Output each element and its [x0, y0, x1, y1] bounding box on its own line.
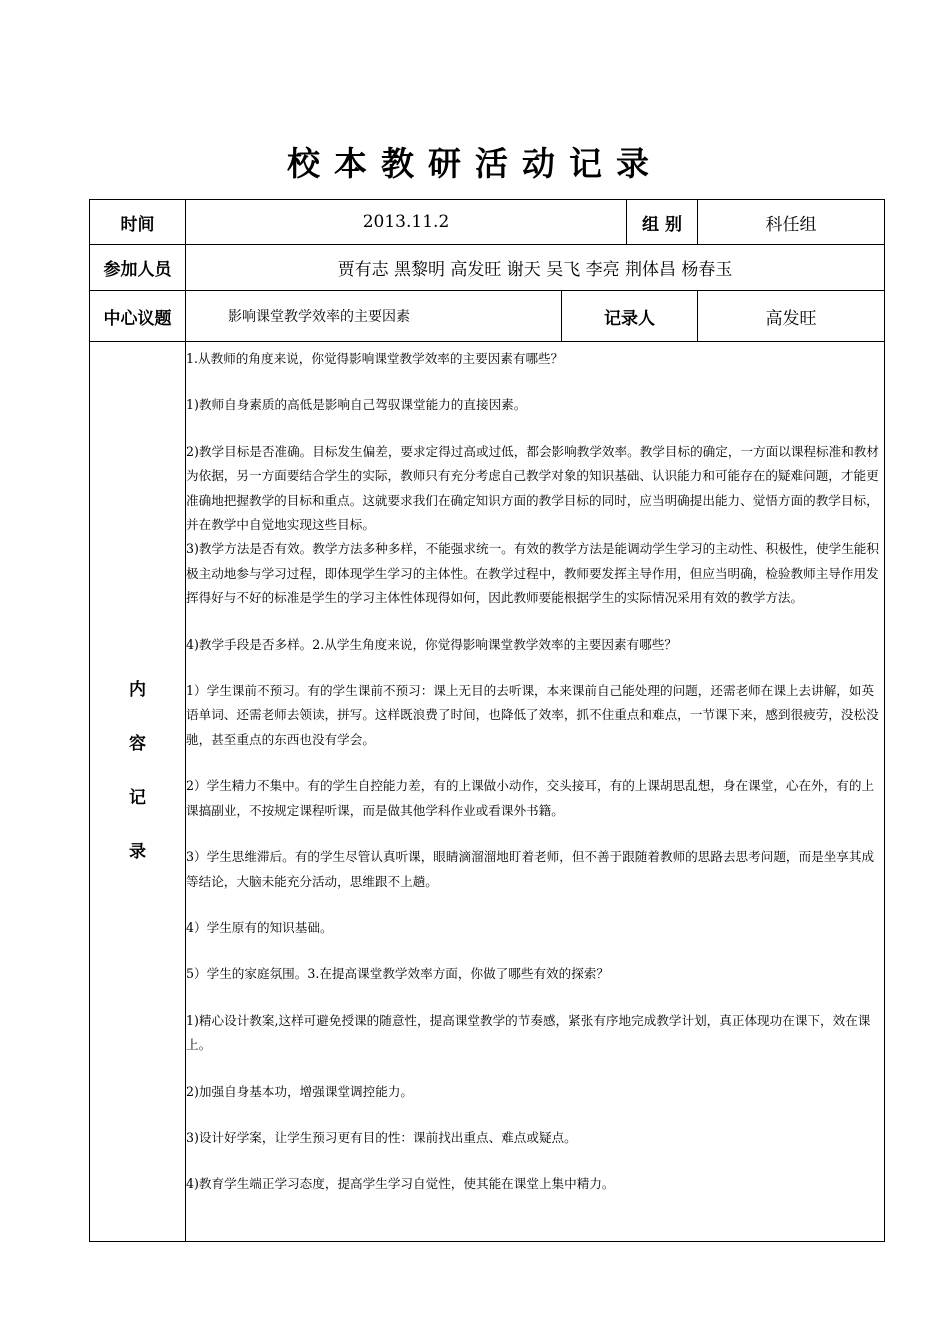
topic-label: 中心议题: [103, 308, 172, 329]
content-label-char: 内: [129, 680, 146, 700]
time-value: 2013.11.2: [362, 212, 450, 232]
content-paragraph: 2）学生精力不集中。有的学生自控能力差，有的上课做小动作，交头接耳，有的上课胡思乱想，身在课堂，心在外，有的上课搞副业，不按规定课程听课，而是做其他学科作业或看课外书籍。: [186, 778, 875, 818]
content-paragraph: 2)加强自身基本功，增强课堂调控能力。: [186, 1083, 414, 1099]
content-paragraph: 2)教学目标是否准确。目标发生偏差，要求定得过高或过低，都会影响教学效率。教学目标的确定，一方面以课程标准和教材为依据，另一方面要结合学生的实际，教师只有充分考虑自己教学对象的知识基础、认识能力和可能存在的疑难问题，才能更准确地把握教学的目标和重点。这就要求我们在确定知识方面的教学目标的同时，应当明确提出能力、觉悟方面的教学目标，并在教学中自觉地实现这些目标。: [186, 443, 879, 533]
content-paragraph: 3)设计好学案，让学生预习更有目的性：课前找出重点、难点或疑点。: [186, 1129, 577, 1145]
content-paragraph: 3)教学方法是否有效。教学方法多种多样，不能强求统一。有效的教学方法是能调动学生学习的主动性、积极性，使学生能积极主动地参与学习过程，即体现学生学习的主体性。在教学过程中，教师要发挥主导作用，但应当明确，检验教师主导作用发挥得好与不好的标准是学生的学习主体性体现得如何，因此教师要能根据学生的实际情况采用有效的教学方法。: [186, 541, 879, 606]
content-paragraph: 1）学生课前不预习。有的学生课前不预习：课上无目的去听课，本来课前自己能处理的问题，还需老师在课上去讲解，如英语单词、还需老师去领读，拼写。这样既浪费了时间，也降低了效率，抓不住重点和难点，一节课下来，感到很疲劳，没松没驰，甚至重点的东西也没有学会。: [186, 683, 879, 747]
group-label: 组 别: [642, 214, 682, 235]
content-label-char: 记: [129, 788, 146, 808]
content-paragraph: 4）学生原有的知识基础。: [186, 919, 333, 935]
recorder-value: 高发旺: [765, 308, 817, 329]
content-label-char: 容: [129, 734, 146, 754]
content-body: [186, 343, 884, 1241]
participants-label: 参加人员: [103, 260, 172, 280]
content-paragraph: 1)教师自身素质的高低是影响自己驾驭课堂能力的直接因素。: [186, 397, 527, 413]
time-label: 时间: [120, 214, 155, 235]
content-paragraph: 1.从教师的角度来说，你觉得影响课堂教学效率的主要因素有哪些？: [186, 351, 564, 366]
group-value: 科任组: [765, 214, 817, 235]
content-paragraph: 1)精心设计教案,这样可避免授课的随意性，提高课堂教学的节奏感，紧张有序地完成教学计划，真正体现功在课下，效在课上。: [186, 1012, 871, 1053]
topic-value: 影响课堂教学效率的主要因素: [228, 309, 410, 325]
content-paragraph: 4)教育学生端正学习态度，提高学生学习自觉性，使其能在课堂上集中精力。: [186, 1176, 615, 1192]
content-paragraph: 4)教学手段是否多样。2.从学生角度来说，你觉得影响课堂教学效率的主要因素有哪些？: [186, 636, 677, 652]
page-title: 校本教研活动记录: [287, 144, 663, 183]
content-paragraph: 5）学生的家庭氛围。3.在提高课堂教学效率方面，你做了哪些有效的探索？: [186, 966, 610, 982]
content-paragraph: 3）学生思维滞后。有的学生尽管认真听课，眼睛滴溜溜地盯着老师，但不善于跟随着教师的思路去思考问题，而是坐享其成等结论，大脑未能充分活动，思维跟不上趟。: [186, 849, 875, 889]
recorder-label: 记录人: [604, 308, 655, 329]
content-label-char: 录: [129, 842, 146, 862]
participants-value: 贾有志 黑黎明 高发旺 谢天 吴飞 李亮 荆体昌 杨春玉: [337, 260, 733, 280]
content-record-label: [90, 675, 185, 891]
